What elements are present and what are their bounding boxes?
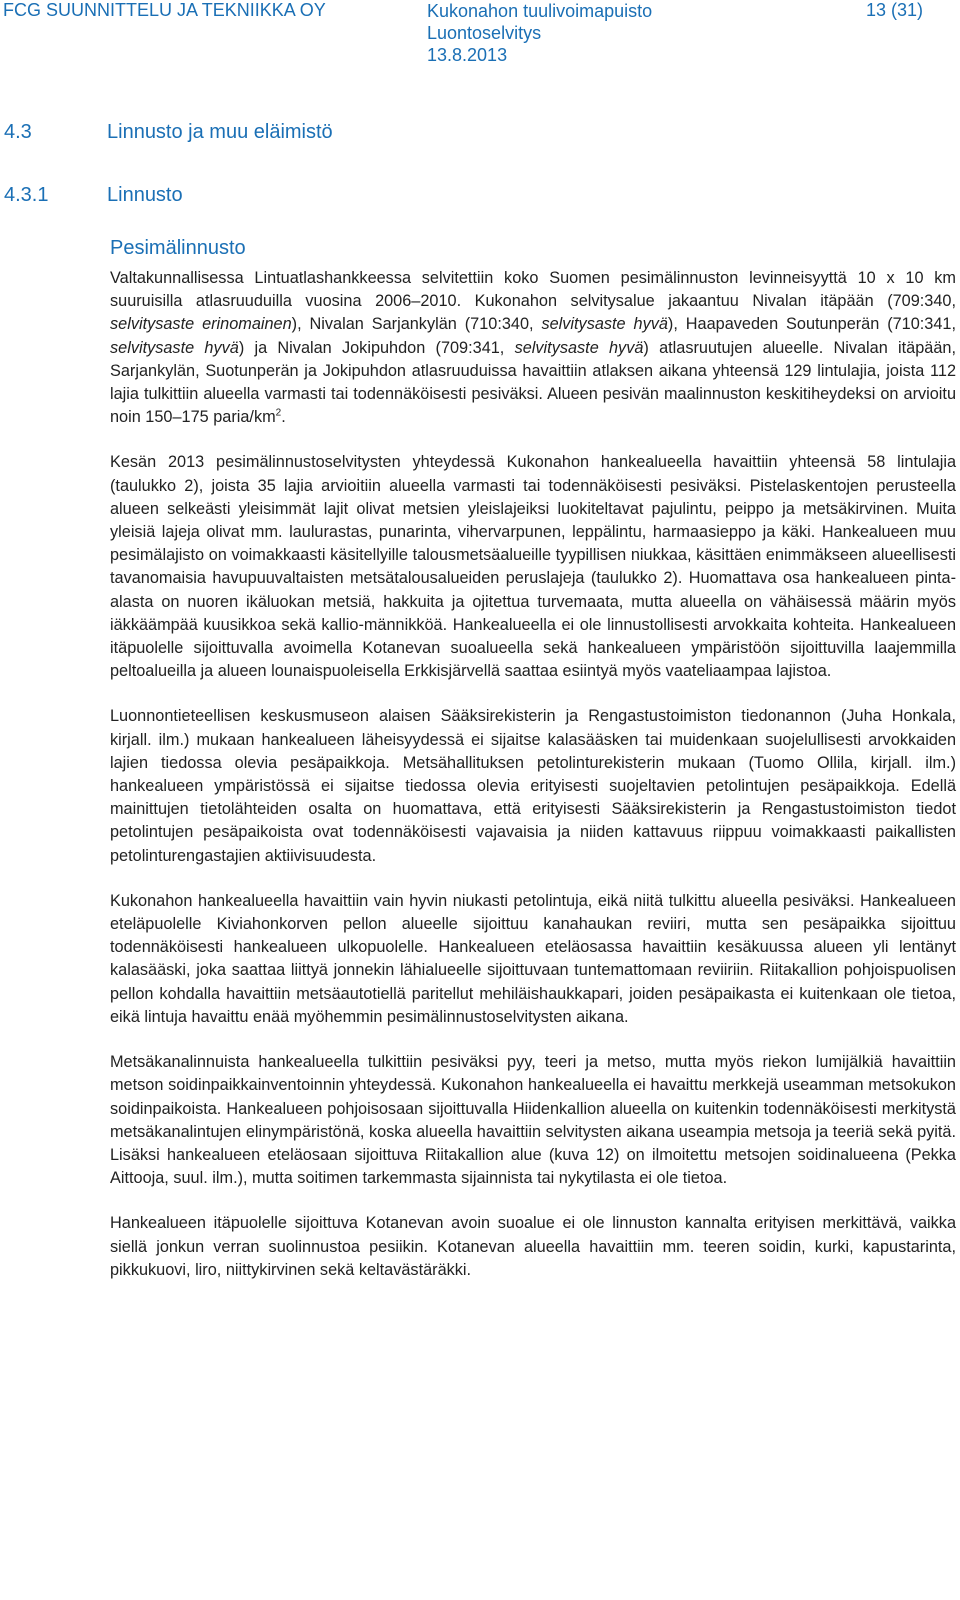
body-text	[110, 267, 956, 1304]
subsection-heading	[4, 184, 183, 207]
paragraph: Luonnontieteellisen keskusmuseon alaisen Sääksirekisterin ja Rengastustoimiston tiedonannon (Juha Honkala, kirjall. ilm.) mukaan hankealueen läheisyydessä ei sijaitse kalasääsken tai muidenkaan suojelullisesti arvokkaiden lajien tiedossa olevia pesäpaikkoja. Metsähallituksen petolinturekisterin mukaan (Tuomo Ollila, kirjall. ilm.) hankealueen ympäristössä ei sijaitse tiedossa olevia erityisesti suojeltavien petolintujen pesäpaikkoja. Edellä mainittujen tietolähteiden osalta on huomattava, että erityisesti Sääksirekisterin ja Rengastustoimiston tiedot petolintujen pesäpaikoista ovat todennäköisesti vajavaisia ja niiden kattavuus riippuu voimakkaasti paikallisten petolinturengastajien aktiivisuudesta.	[110, 707, 956, 865]
document-date: 13.8.2013	[427, 45, 508, 65]
section-number: 4.3	[4, 121, 32, 143]
subsection-title: Linnusto	[107, 184, 183, 206]
paragraph: Metsäkanalinnuista hankealueella tulkittiin pesiväksi pyy, teeri ja metso, mutta myös riekon lumijälkiä havaittiin metson soidinpaikkainventoinnin yhteydessä. Kukonahon hankealueella ei havaittu merkkejä useamman metsokukon soidinpaikoista. Hankealueen pohjoisosaan sijoittuvalla Hiidenkallion alueella on kuitenkin todennäköisesti merkitystä metsäkanalintujen elinympäristönä, koska alueella havaittiin selvitysten aikana useampia metsoja ja teeriä sekä pyitä. Lisäksi hankealueen eteläosaan sijoittuva Riitakallion alue (kuva 12) on ilmoitettu metsojen soidinalueena (Pekka Aittooja, suul. ilm.), mutta soitimen tarkemmasta sijainnista tai nykytilasta ei ole tietoa.	[110, 1053, 956, 1188]
document-title: Kukonahon tuulivoimapuisto	[427, 1, 653, 21]
section-title: Linnusto ja muu eläimistö	[107, 121, 333, 143]
page-header	[0, 0, 960, 70]
page-number: 13 (31)	[866, 0, 924, 20]
paragraph: Kukonahon hankealueella havaittiin vain hyvin niukasti petolintuja, eikä niitä tulkittu alueella pesiväksi. Hankealueen eteläpuolelle Kiviahonkorven pellon alueelle sijoittuu kanahaukan reviiri, mutta sen pesäpaikka sijoittuu todennäköisesti hankealueen ulkopuolelle. Hankealueen eteläosassa havaittiin kesäkuussa alueen yli lentänyt kalasääski, joka saattaa liittyä jonnekin lähialueelle sijoittuvaan tuntemattomaan reviiriin. Riitakallion pohjoispuolisen pellon kohdalla havaittiin metsäautotiellä paritellut mehiläishaukkapari, joiden pesäpaikasta ei kuitenkaan ole tietoa, eikä lintuja havaittu enää myöhemmin pesimälinnustoselvitysten aikana.	[110, 891, 956, 1026]
document-subtitle: Luontoselvitys	[427, 23, 542, 43]
section-heading	[4, 121, 333, 144]
subsection-number: 4.3.1	[4, 184, 49, 206]
paragraph: Kesän 2013 pesimälinnustoselvitysten yhteydessä Kukonahon hankealueella havaittiin yhteensä 58 lintulajia (taulukko 2), joista 35 lajia arvioitiin alueella varmasti tai todennäköisesti pesiväksi. Pistelaskentojen perusteella alueen selkeästi yleisimmät lajit olivat metsien yleislajeiksi luokiteltavat pajulintu, peippo ja metsäkirvinen. Muita yleisiä lajeja olivat mm. laulurastas, punarinta, vihervarpunen, leppälintu, harmaasieppo ja käki. Hankealueen muu pesimälajisto on voimakkaasti käsitellyille talousmetsäalueille tyypillisen niukkaa, käsittäen enimmäkseen alueellisesti tavanomaisia havupuuvaltaisten metsätalousalueiden peruslajeja (taulukko 2). Huomattava osa hankealueen pinta-alasta on nuoren ikäluokan metsiä, hakkuita ja ojitettua turvemaata, mutta alueella on vähäisessä määrin myös iäkkäämpää kuusikkoa sekä kallio-männikköä. Hankealueella ei ole linnustollisesti arvokkaita kohteita. Hankealueen itäpuolelle sijoittuvalla avoimella Kotanevan suoalueella sekä hankealueen ympäristöön sijoittuvilla laajemmilla peltoalueilla ja alueen lounaispuoleisella Erkkisjärvellä saattaa esiintyä myös vaateliaampaa lajistoa.	[110, 453, 956, 681]
paragraph: Hankealueen itäpuolelle sijoittuva Kotanevan avoin suoalue ei ole linnuston kannalta erityisen merkittävä, vaikka siellä jonkun verran suolinnustoa pesiikin. Kotanevan alueella havaittiin mm. teeren soidin, kurki, kapustarinta, pikkukuovi, liro, niittykirvinen sekä keltavästäräkki.	[110, 1214, 956, 1279]
paragraph: Valtakunnallisessa Lintuatlashankkeessa selvitettiin koko Suomen pesimälinnuston levinneisyyttä 10 x 10 km suuruisilla atlasruuduilla vuosina 2006–2010. Kukonahon selvitysalue jakaantuu Nivalan itäpään (709:340, selvitysaste erinomainen), Nivalan Sarjankylän (710:340, selvitysaste hyvä), Haapaveden Soutunperän (710:341, selvitysaste hyvä) ja Nivalan Jokipuhdon (709:341, selvitysaste hyvä) atlasruutujen alueelle. Nivalan itäpään, Sarjankylän, Suotunperän ja Jokipuhdon atlasruuduissa havaittiin atlaksen aikana yhteensä 129 lintulajia, joista 112 lajia tulkittiin alueella varmasti tai todennäköisesti pesiväksi. Alueen pesivän maalinnuston keskitiheydeksi on arvioitu noin 150–175 paria/$km^2$.	[110, 269, 956, 427]
subheading: Pesimälinnusto	[110, 237, 246, 259]
document-title-block	[427, 0, 652, 66]
company-name: FCG SUUNNITTELU JA TEKNIIKKA OY	[3, 0, 326, 20]
